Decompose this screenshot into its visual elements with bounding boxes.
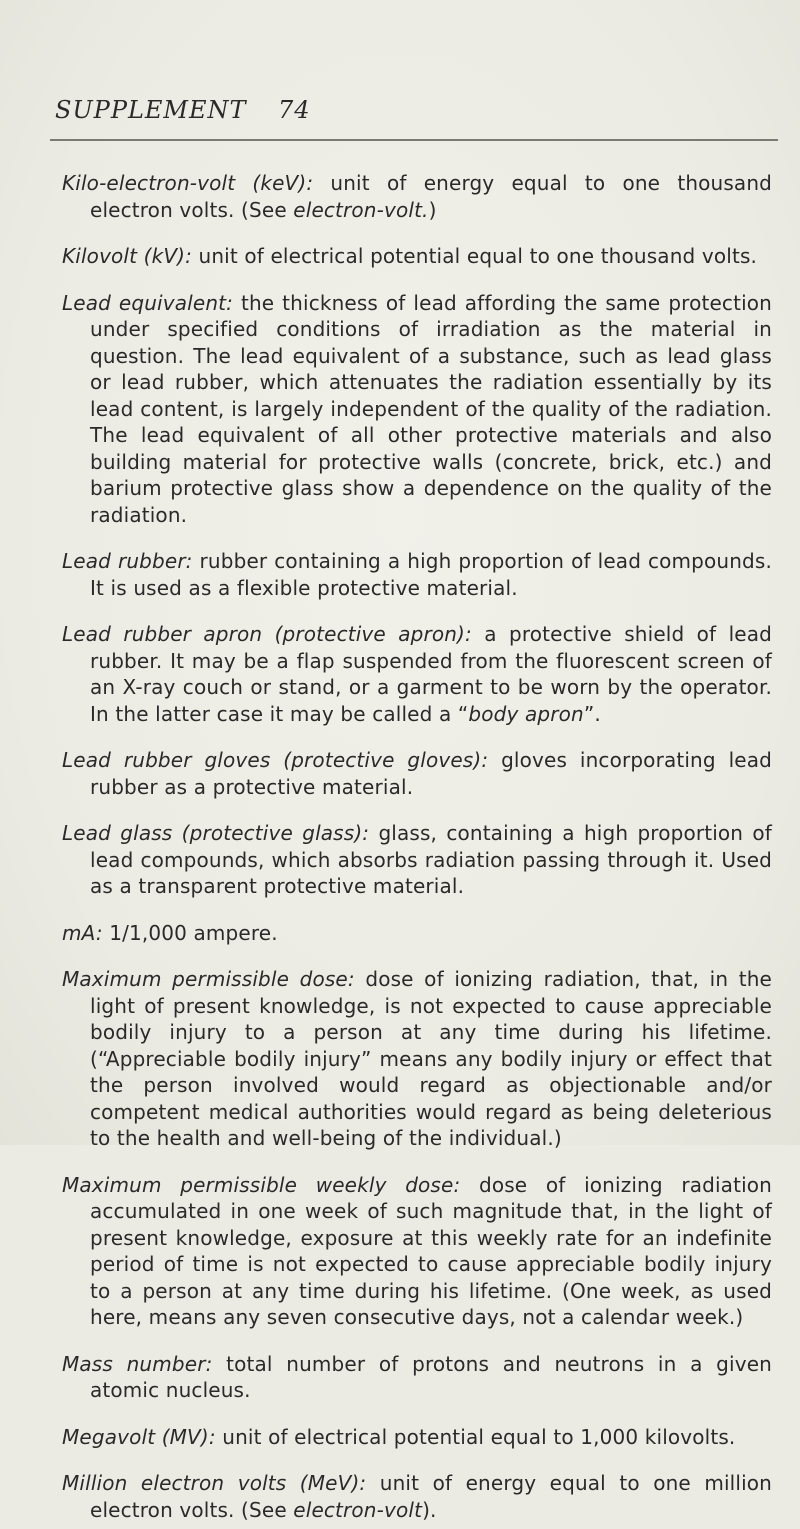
entry-definition: unit of energy equal to one thousand electron volts. (See: [90, 171, 773, 222]
entry-definition-tail: ).: [422, 1497, 437, 1522]
entry-definition: dose of ionizing radiation, that, in the light of present knowledge, is not expected to cause appreciable bodily injury to a person at any time during his lifetime. (“Appreciable bodily injury” means any bodily injury or effect that the person involved would regard as objectionable and/or competent medical authorities would regard as being deleterious to the health and well-being of the individual.): [90, 967, 772, 1150]
section-title: SUPPLEMENT: [55, 96, 247, 124]
entry-definition: glass, containing a high proportion of lead compounds, which absorbs radiation passing through it. Used as a transparent protective material.: [90, 821, 772, 898]
page-number: 74: [278, 96, 311, 124]
entry-term: Million electron volts (MeV):: [62, 1471, 367, 1495]
entry-definition: unit of electrical potential equal to one thousand volts.: [192, 244, 758, 268]
entry-term: mA:: [62, 920, 103, 945]
entry-definition: a protective shield of lead rubber. It may be a flap suspended from the fluorescent screen of an X-ray couch or stand, or a garment to be worn by the operator. In the latter case it may be called a “: [90, 622, 772, 726]
running-head: [55, 96, 311, 124]
entry-definition: the thickness of lead affording the same protection under specified conditions of irradiation as the material in question. The lead equivalent of a substance, such as lead glass or lead rubber, which attenuates the radiation essentially by its lead content, is largely independent of the quality of the radiation. The lead equivalent of all other protective materials and also building material for protective walls (concrete, brick, etc.) and barium protective glass show a dependence on the quality of the radiation.: [90, 290, 772, 527]
entry-term: Lead glass (protective glass):: [62, 821, 370, 845]
glossary-entry: [62, 1172, 772, 1331]
entry-term: Lead rubber gloves (protective gloves):: [62, 748, 489, 772]
entry-definition: rubber containing a high proportion of lead compounds. It is used as a flexible protective material.: [90, 549, 772, 600]
entry-term: Kilovolt (kV):: [62, 244, 193, 268]
glossary-entry: [62, 1424, 772, 1451]
glossary-entry: [62, 820, 772, 900]
entry-definition: gloves incorporating lead rubber as a protective material.: [90, 748, 772, 799]
entry-definition: 1/1,000 ampere.: [102, 920, 278, 945]
glossary-entry: [62, 966, 772, 1152]
entry-term: Lead rubber:: [62, 549, 193, 573]
entry-term: Mass number:: [62, 1351, 213, 1376]
entry-term: Maximum permissible dose:: [62, 967, 355, 991]
entry-definition-tail: ”.: [583, 701, 601, 726]
entry-term: Maximum permissible weekly dose:: [62, 1172, 461, 1197]
entry-term: Lead rubber apron (protective apron):: [62, 622, 472, 646]
header-rule: [50, 139, 778, 141]
entry-definition: unit of electrical potential equal to 1,000 kilovolts.: [215, 1424, 736, 1449]
glossary-entries: [62, 150, 772, 1529]
entry-term: Kilo-electron-volt (keV):: [62, 171, 314, 195]
entry-definition-tail: ): [428, 197, 437, 222]
entry-term: Lead equivalent:: [62, 290, 234, 315]
entry-cross-reference: body apron: [468, 701, 584, 726]
entry-definition: unit of energy equal to one million electron volts. (See: [90, 1471, 772, 1522]
entry-cross-reference: electron-volt: [293, 1497, 423, 1522]
entry-term: Megavolt (MV):: [62, 1424, 216, 1449]
glossary-entry: [62, 290, 772, 529]
glossary-entry: [62, 548, 772, 601]
entry-definition: total number of protons and neutrons in a given atomic nucleus.: [90, 1351, 773, 1402]
glossary-entry: [62, 621, 772, 727]
glossary-entry: [62, 170, 772, 223]
glossary-entry: [62, 1470, 772, 1523]
glossary-entry: [62, 747, 772, 800]
glossary-entry: [62, 1351, 772, 1404]
entry-definition: dose of ionizing radiation accumulated in one week of such magnitude that, in the light of present knowledge, exposure at this weekly rate for an indefinite period of time is not expected to cause appreciable bodily injury to a person at any time during his lifetime. (One week, as used here, means any seven consecutive days, not a calendar week.): [90, 1172, 772, 1329]
entry-cross-reference: electron-volt.: [293, 197, 429, 222]
glossary-entry: [62, 243, 772, 270]
glossary-entry: [62, 920, 772, 947]
